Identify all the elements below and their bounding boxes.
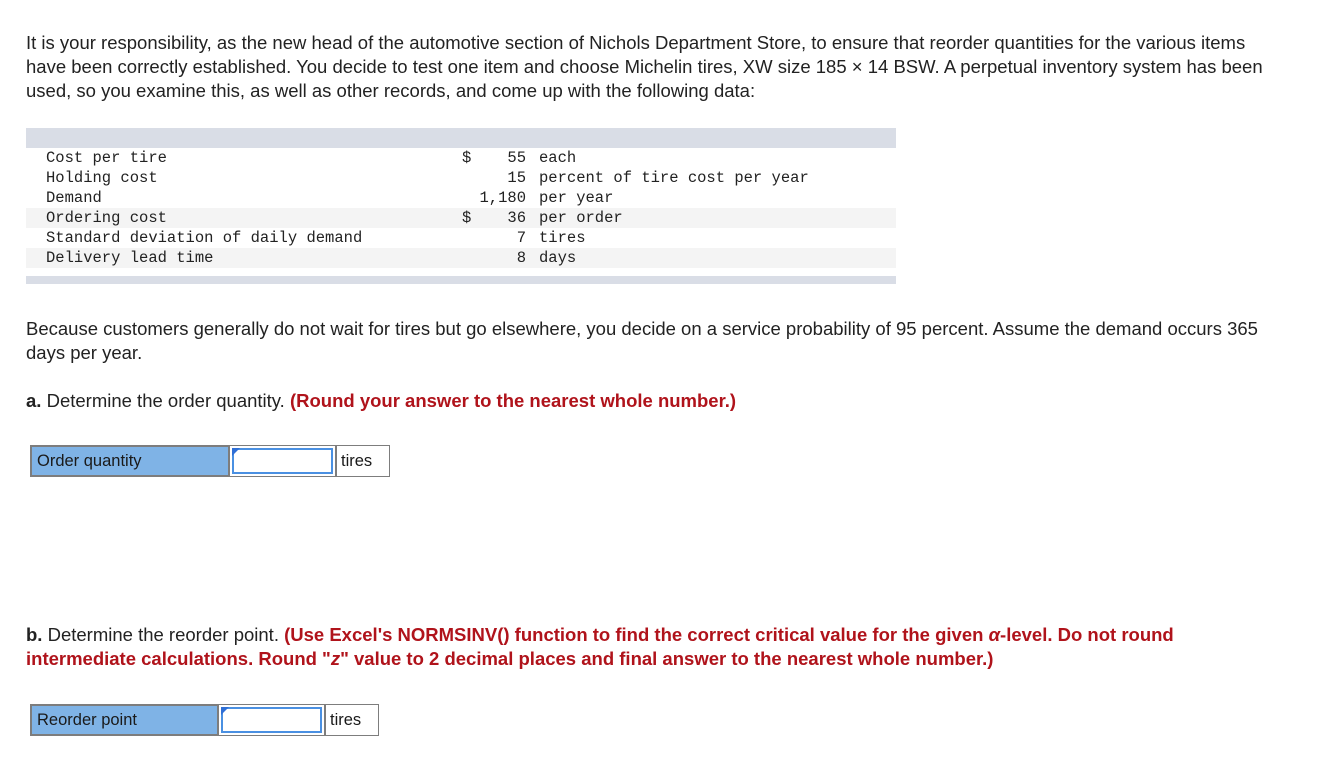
row-amount: 55 bbox=[507, 149, 526, 167]
question-b-letter: b. bbox=[26, 624, 43, 645]
table-row bbox=[26, 168, 896, 188]
problem-intro: It is your responsibility, as the new head of the automotive section of Nichols Department Store, to ensure that reorder quantities for the various items have been correctly established. You decide to test one item and choose Michelin tires, XW size 185 × 14 BSW. A perpetual inventory system has been used, so you examine this, as well as other records, and come up with the following data: bbox=[26, 32, 1263, 101]
row-amount: 15 bbox=[507, 169, 526, 187]
question-a bbox=[26, 389, 1286, 413]
question-b bbox=[26, 623, 1286, 671]
row-label: Standard deviation of daily demand bbox=[46, 229, 363, 247]
order-quantity-input-cell bbox=[230, 445, 336, 477]
question-b-text: Determine the reorder point. bbox=[42, 624, 285, 645]
row-amount: 1,180 bbox=[479, 189, 526, 207]
alpha-symbol: α bbox=[988, 624, 1001, 645]
row-label: Demand bbox=[46, 189, 102, 207]
row-amount: 8 bbox=[516, 249, 526, 267]
table-header-band bbox=[26, 128, 896, 148]
row-unit: tires bbox=[539, 229, 586, 247]
table-row bbox=[26, 248, 896, 268]
question-a-text: Determine the order quantity. bbox=[41, 390, 290, 411]
row-unit: percent of tire cost per year bbox=[539, 169, 809, 187]
row-amount: 7 bbox=[516, 229, 526, 247]
row-label: Ordering cost bbox=[46, 209, 167, 227]
data-table bbox=[26, 128, 896, 284]
row-currency: $ bbox=[462, 149, 472, 167]
table-row bbox=[26, 188, 896, 208]
question-a-instruction: (Round your answer to the nearest whole number.) bbox=[289, 390, 737, 411]
order-quantity-label: Order quantity bbox=[30, 445, 230, 477]
order-quantity-input[interactable] bbox=[232, 448, 333, 474]
table-footer-band bbox=[26, 276, 896, 284]
row-unit: each bbox=[539, 149, 577, 167]
input-flag-icon bbox=[221, 707, 229, 715]
row-unit: days bbox=[539, 249, 577, 267]
row-label: Delivery lead time bbox=[46, 249, 214, 267]
row-unit: per order bbox=[539, 209, 623, 227]
service-probability-text: Because customers generally do not wait for tires but go elsewhere, you decide on a service probability of 95 percent. Assume the demand occurs 365 days per year. bbox=[26, 318, 1258, 363]
reorder-point-input[interactable] bbox=[221, 707, 322, 733]
input-flag-icon bbox=[232, 448, 240, 456]
question-a-letter: a. bbox=[26, 390, 42, 411]
table-row bbox=[26, 148, 896, 168]
z-symbol: z bbox=[330, 648, 341, 669]
instruction-part: -level. Do not round intermediate calculations. Round " bbox=[26, 624, 1174, 669]
reorder-point-label: Reorder point bbox=[30, 704, 219, 736]
table-row bbox=[26, 208, 896, 228]
reorder-point-unit: tires bbox=[325, 704, 379, 736]
row-label: Cost per tire bbox=[46, 149, 167, 167]
order-quantity-answer-row bbox=[30, 445, 390, 477]
order-quantity-unit: tires bbox=[336, 445, 390, 477]
row-amount: 36 bbox=[507, 209, 526, 227]
row-label: Holding cost bbox=[46, 169, 158, 187]
instruction-part: (Use Excel's NORMSINV() function to find the correct critical value for the given bbox=[284, 624, 989, 645]
reorder-point-input-cell bbox=[219, 704, 325, 736]
row-currency: $ bbox=[462, 209, 472, 227]
reorder-point-answer-row bbox=[30, 704, 379, 736]
instruction-part: " value to 2 decimal places and final answer to the nearest whole number.) bbox=[340, 648, 994, 669]
row-unit: per year bbox=[539, 189, 614, 207]
table-row bbox=[26, 228, 896, 248]
